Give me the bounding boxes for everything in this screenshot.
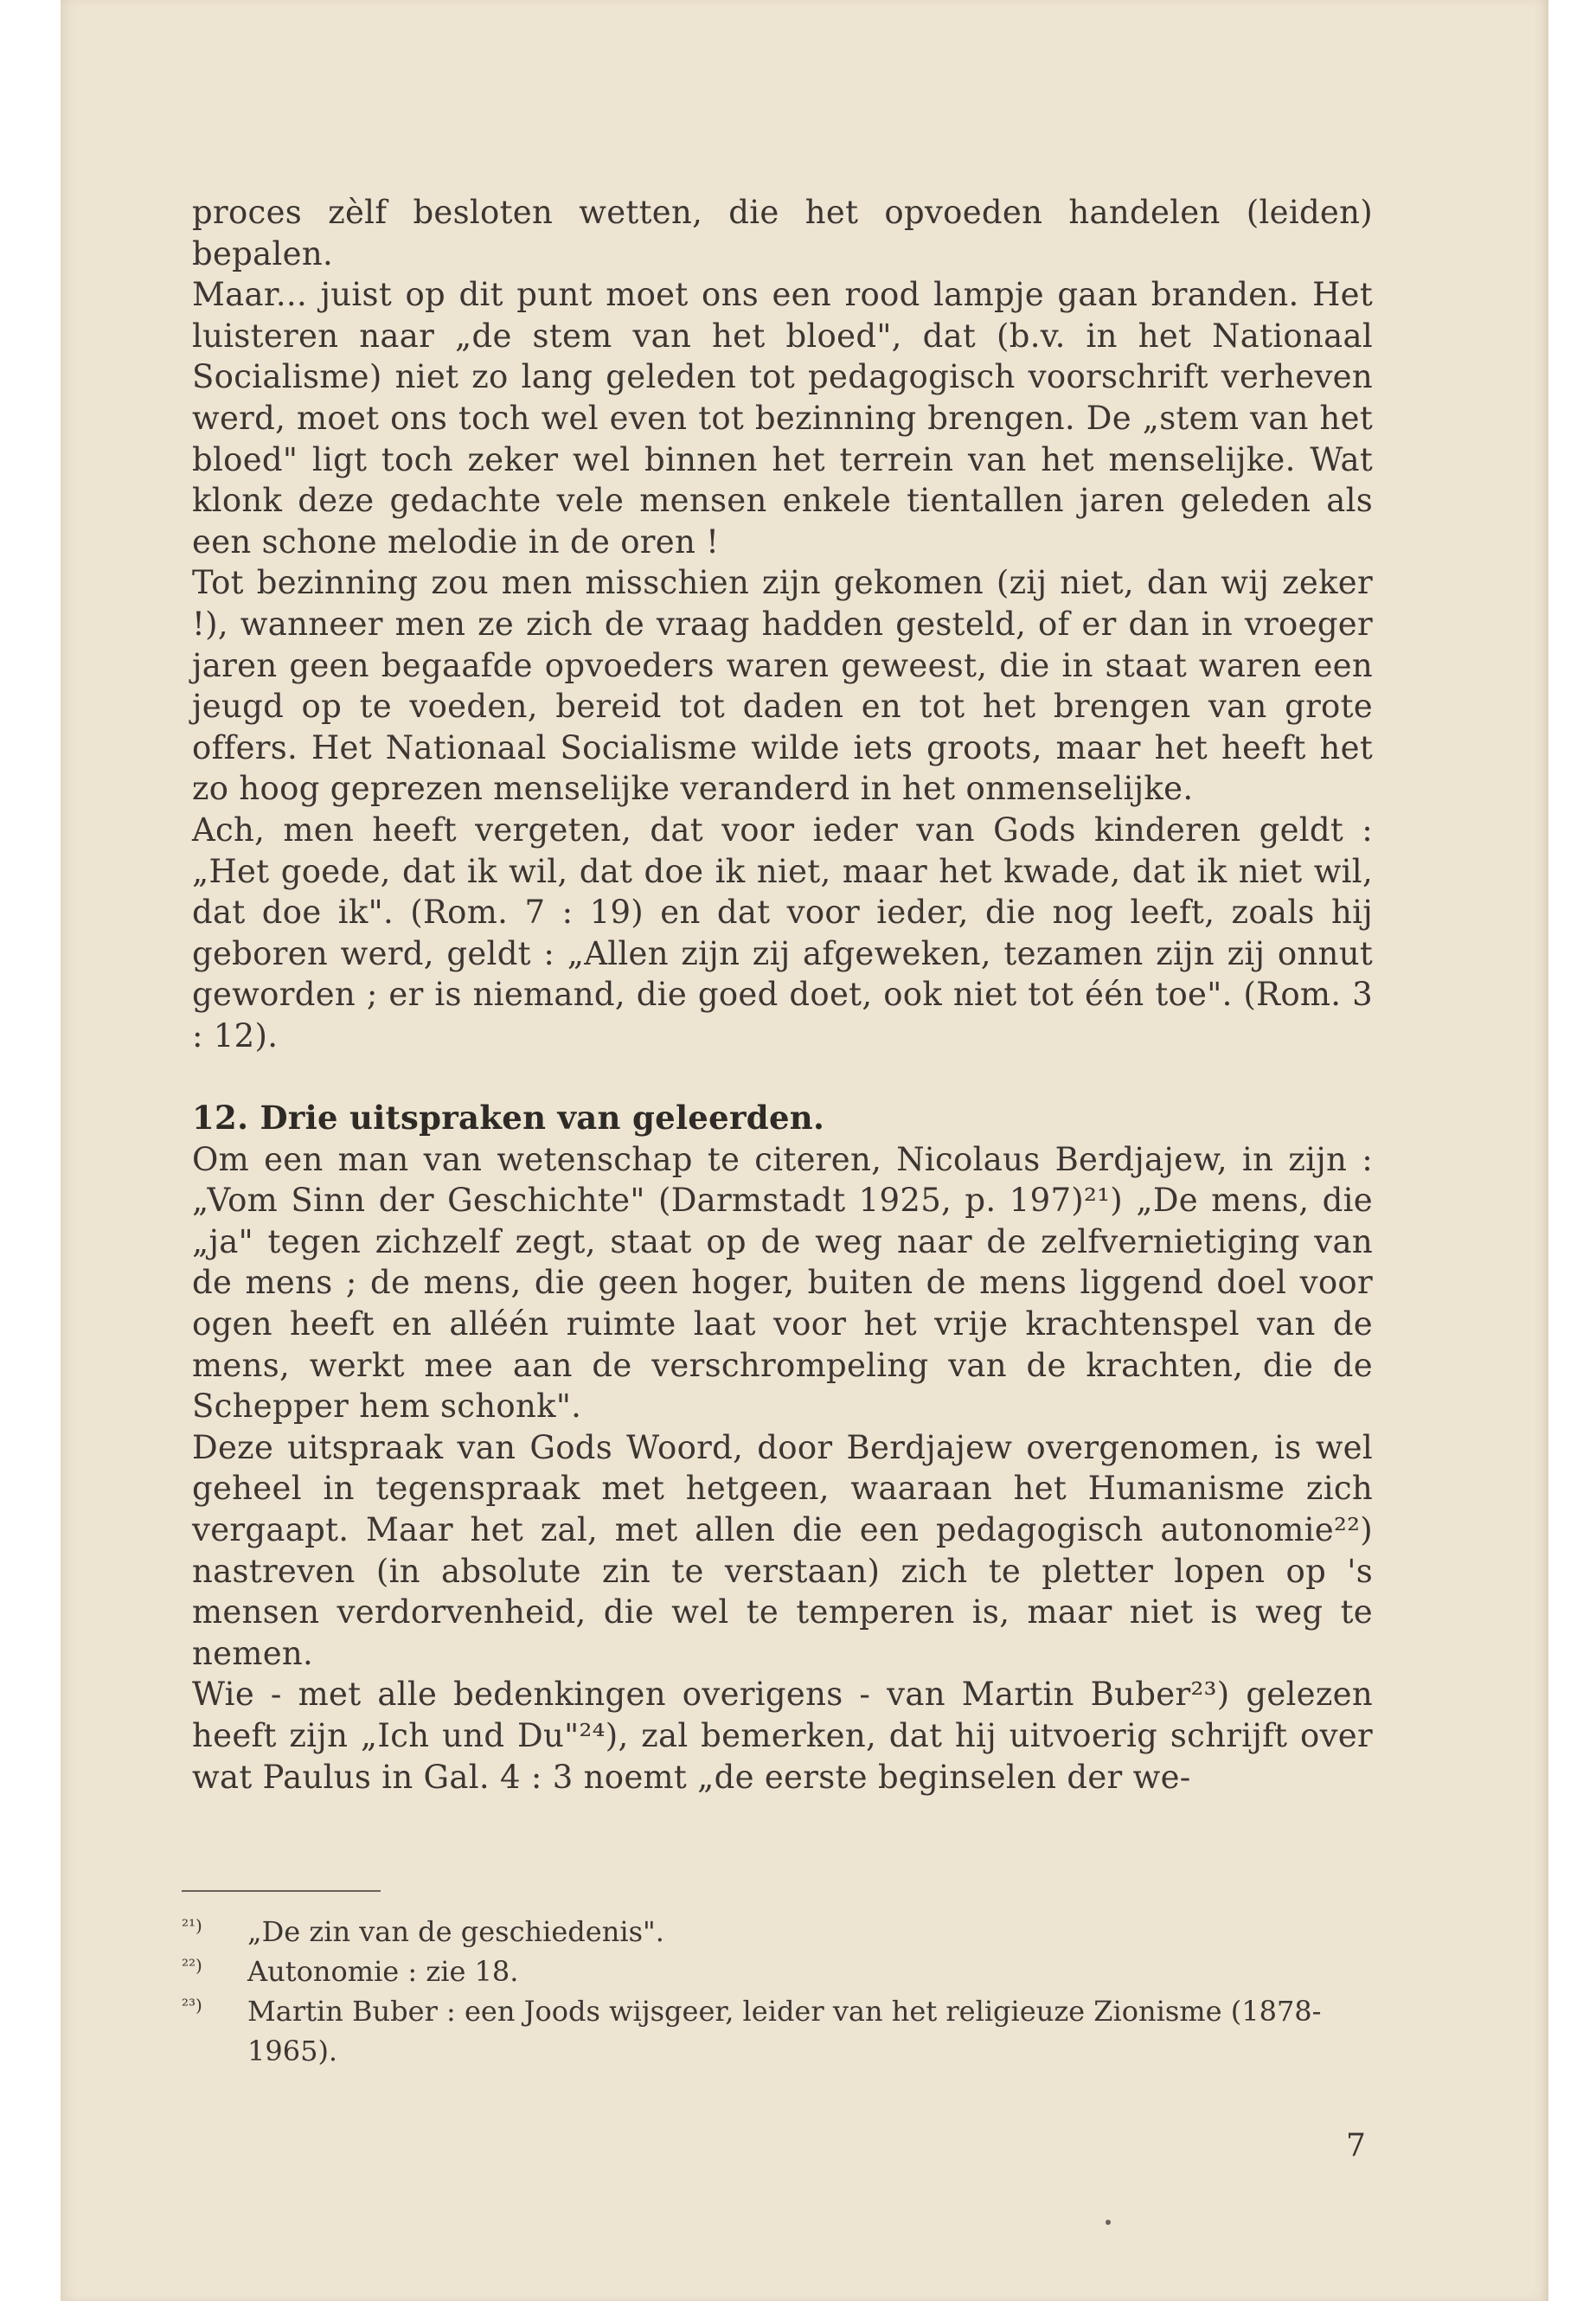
footnote-marker: ²²) <box>182 1955 202 1976</box>
section-paragraph-3: Wie - met alle bedenkingen overigens - van Martin Buber²³) gelezen heeft zijn „Ich und Du"²⁴), zal bemerken, dat hij uitvoerig schrijft over wat Paulus in Gal. 4 : 3 noemt „de eerste beginselen der we- <box>192 1676 1373 1796</box>
footnote-divider <box>182 1890 381 1892</box>
footnote-marker: ²¹) <box>182 1915 202 1936</box>
footnote-22 <box>182 1952 1375 1991</box>
paper-speck <box>1106 2220 1111 2225</box>
section-paragraph-1: Om een man van wetenschap te citeren, Nicolaus Berdjajew, in zijn : „Vom Sinn der Geschichte" (Darmstadt 1925, p. 197)²¹) „De mens, die „ja" tegen zichzelf zegt, staat op de weg naar de zelfvernietiging van de mens ; de mens, die geen hoger, buiten de mens liggend doel voor ogen heeft en alléén ruimte laat voor het vrije krachtenspel van de mens, werkt mee aan de verschrompeling van de krachten, die de Schepper hem schonk". <box>192 1140 1373 1426</box>
footnote-marker: ²³) <box>182 1995 202 2016</box>
footnote-text: Martin Buber : een Joods wijsgeer, leider van het religieuze Zionisme (1878-1965). <box>247 1995 1322 2067</box>
footnote-23 <box>182 1991 1375 2071</box>
paragraph-4: Ach, men heeft vergeten, dat voor ieder van Gods kinderen geldt : „Het goede, dat ik wil, dat doe ik niet, maar het kwade, dat ik niet wil, dat doe ik". (Rom. 7 : 19) en dat voor ieder, die nog leeft, zoals hij geboren werd, geldt : „Allen zijn zij afgeweken, tezamen zijn zij onnut geworden ; er is niemand, die goed doet, ook niet tot één toe". (Rom. 3 : 12). <box>192 811 1373 1054</box>
paragraph-2: Maar... juist op dit punt moet ons een rood lampje gaan branden. Het luisteren naar „de stem van het bloed", dat (b.v. in het Nationaal Socialisme) niet zo lang geleden tot pedagogisch voorschrift verheven werd, moet ons toch wel even tot bezinning brengen. De „stem van het bloed" ligt toch zeker wel binnen het terrein van het menselijke. Wat klonk deze gedachte vele mensen enkele tientallen jaren geleden als een schone melodie in de oren ! <box>192 276 1373 561</box>
footnote-text: „De zin van de geschiedenis". <box>247 1915 664 1948</box>
footnote-text: Autonomie : zie 18. <box>247 1955 519 1988</box>
section-heading: 12. Drie uitspraken van geleerden. <box>192 1099 825 1138</box>
page-number: 7 <box>1346 2128 1366 2163</box>
footnotes <box>182 1912 1375 2071</box>
footnote-21 <box>182 1912 1375 1952</box>
body-text <box>192 192 1373 1798</box>
paragraph-3: Tot bezinning zou men misschien zijn gekomen (zij niet, dan wij zeker !), wanneer men ze zich de vraag hadden gesteld, of er dan in vroeger jaren geen begaafde opvoeders waren geweest, die in staat waren een jeugd op te voeden, bereid tot daden en tot het brengen van grote offers. Het Nationaal Socialisme wilde iets groots, maar het heeft het zo hoog geprezen menselijke veranderd in het onmenselijke. <box>192 564 1373 808</box>
paragraph-1: proces zèlf besloten wetten, die het opvoeden handelen (leiden) bepalen. <box>192 194 1373 272</box>
section-paragraph-2: Deze uitspraak van Gods Woord, door Berdjajew overgenomen, is wel geheel in tegenspraak met hetgeen, waaraan het Humanisme zich vergaapt. Maar het zal, met allen die een pedagogisch autonomie²²) nastreven (in absolute zin te verstaan) zich te pletter lopen op 's mensen verdorvenheid, die wel te temperen is, maar niet is weg te nemen. <box>192 1428 1373 1672</box>
